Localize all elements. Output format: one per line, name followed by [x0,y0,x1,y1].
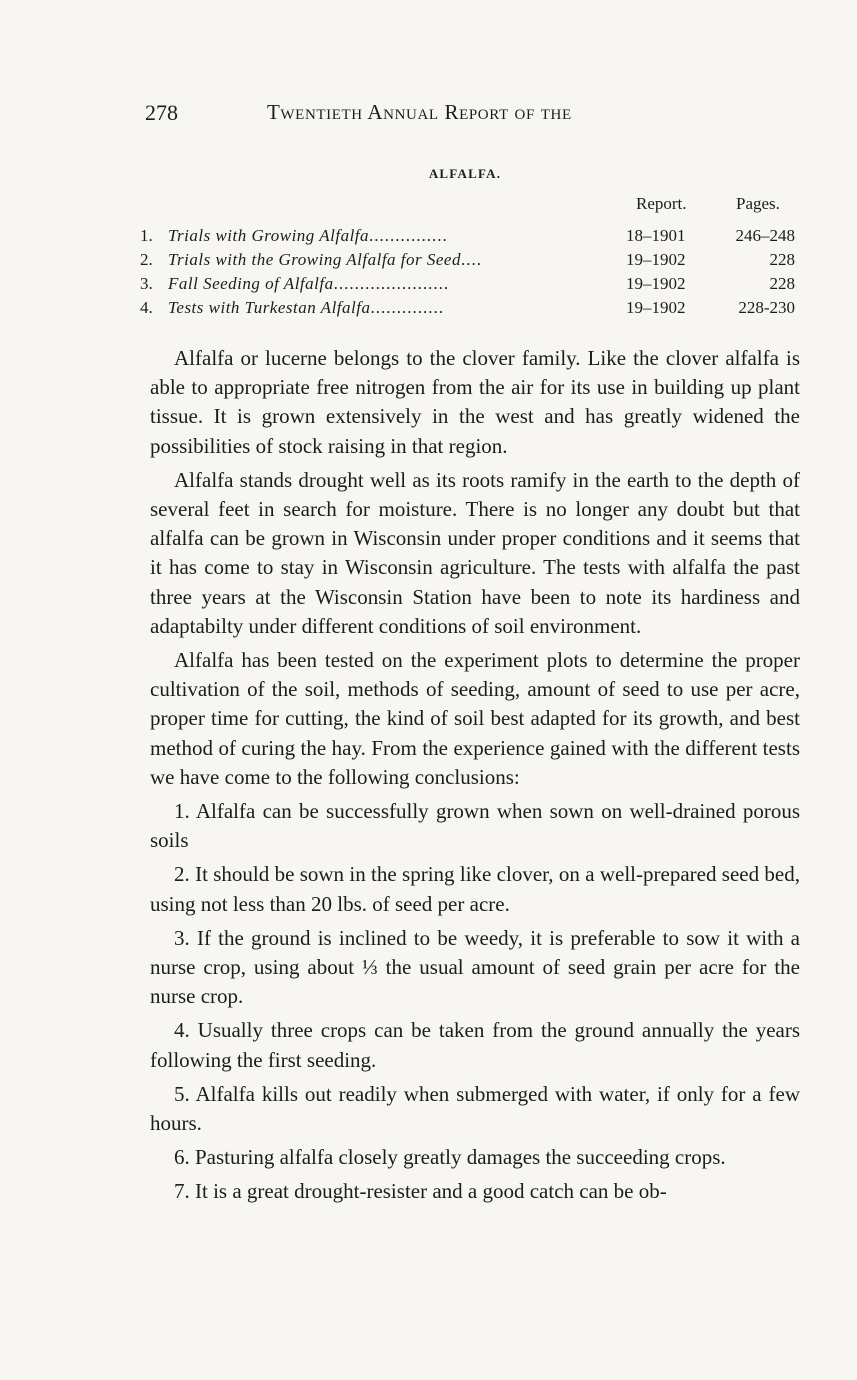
reference-row [140,298,800,322]
running-head: Twentieth Annual Report of the [267,100,572,124]
paragraph: Alfalfa stands drought well as its roots ramify in the earth to the depth of several feet in search for moisture. There is no longer any doubt but that alfalfa can be grown in Wisconsin under proper conditions and it seems that it has come to stay in Wisconsin agriculture. The tests with alfalfa the past three years at the Wisconsin Station have been to note its hardiness and adaptabilty under different conditions of soil environment. [150,467,800,638]
column-header-report: Report. [636,194,687,213]
reference-report: 19–1902 [626,298,686,317]
reference-number: 3. [140,274,153,293]
conclusion-item: 5. Alfalfa kills out readily when submerged with water, if only for a few hours. [150,1081,800,1136]
conclusion-item: 7. It is a great drought-resister and a good catch can be ob- [174,1179,667,1204]
reference-report: 19–1902 [626,250,686,269]
reference-title: Fall Seeding of Alfalfa ...................... [168,274,450,293]
conclusion-item: 2. It should be sown in the spring like clover, on a well-prepared seed bed, using not less than 20 lbs. of seed per acre. [150,862,800,916]
reference-pages: 228 [769,250,795,269]
reference-report: 19–1902 [626,274,686,293]
leader-dots: .... [460,250,482,269]
reference-title: Tests with Turkestan Alfalfa .............. [168,298,444,317]
leader-dots: .............. [370,298,444,317]
reference-number: 2. [140,250,153,269]
page-number: 278 [145,100,178,125]
page-header [145,100,805,134]
reference-pages: 228-230 [738,298,795,317]
reference-row [140,226,800,250]
reference-row [140,274,800,298]
body-text [150,344,800,1212]
section-title: ALFALFA. [428,166,502,181]
reference-title: Trials with the Growing Alfalfa for Seed .... [168,250,482,269]
reference-pages: 246–248 [735,226,795,245]
conclusion-item: 3. If the ground is inclined to be weedy, it is preferable to sow it with a nurse crop, using about ⅓ the usual amount of seed grain per acre for the nurse crop. [150,925,800,1009]
leader-dots: ............... [369,226,448,245]
reference-number: 1. [140,226,153,245]
paragraph: Alfalfa or lucerne belongs to the clover family. Like the clover alfalfa is able to appropriate free nitrogen from the air for its use in building up plant tissue. It is grown extensively in the west and has greatly widened the possibilities of stock raising in that region. [150,346,800,458]
paragraph: Alfalfa has been tested on the experiment plots to determine the proper cultivation of the soil, methods of seeding, amount of seed to use per acre, proper time for cutting, the kind of soil best adapted for its growth, and best method of curing the hay. From the experience gained with the different tests we have come to the following conclusions: [150,648,800,789]
conclusion-item: 1. Alfalfa can be successfully grown when sown on well-drained porous soils [150,799,800,853]
reference-pages: 228 [769,274,795,293]
leader-dots: ...................... [333,274,450,293]
reference-report: 18–1901 [626,226,686,245]
conclusion-item: 6. Pasturing alfalfa closely greatly damages the succeeding crops. [174,1145,726,1170]
reference-number: 4. [140,298,153,317]
conclusion-item: 4. Usually three crops can be taken from the ground annually the years following the first seeding. [150,1018,800,1072]
reference-title: Trials with Growing Alfalfa ............... [168,226,448,245]
reference-row [140,250,800,274]
column-header-pages: Pages. [736,194,780,213]
